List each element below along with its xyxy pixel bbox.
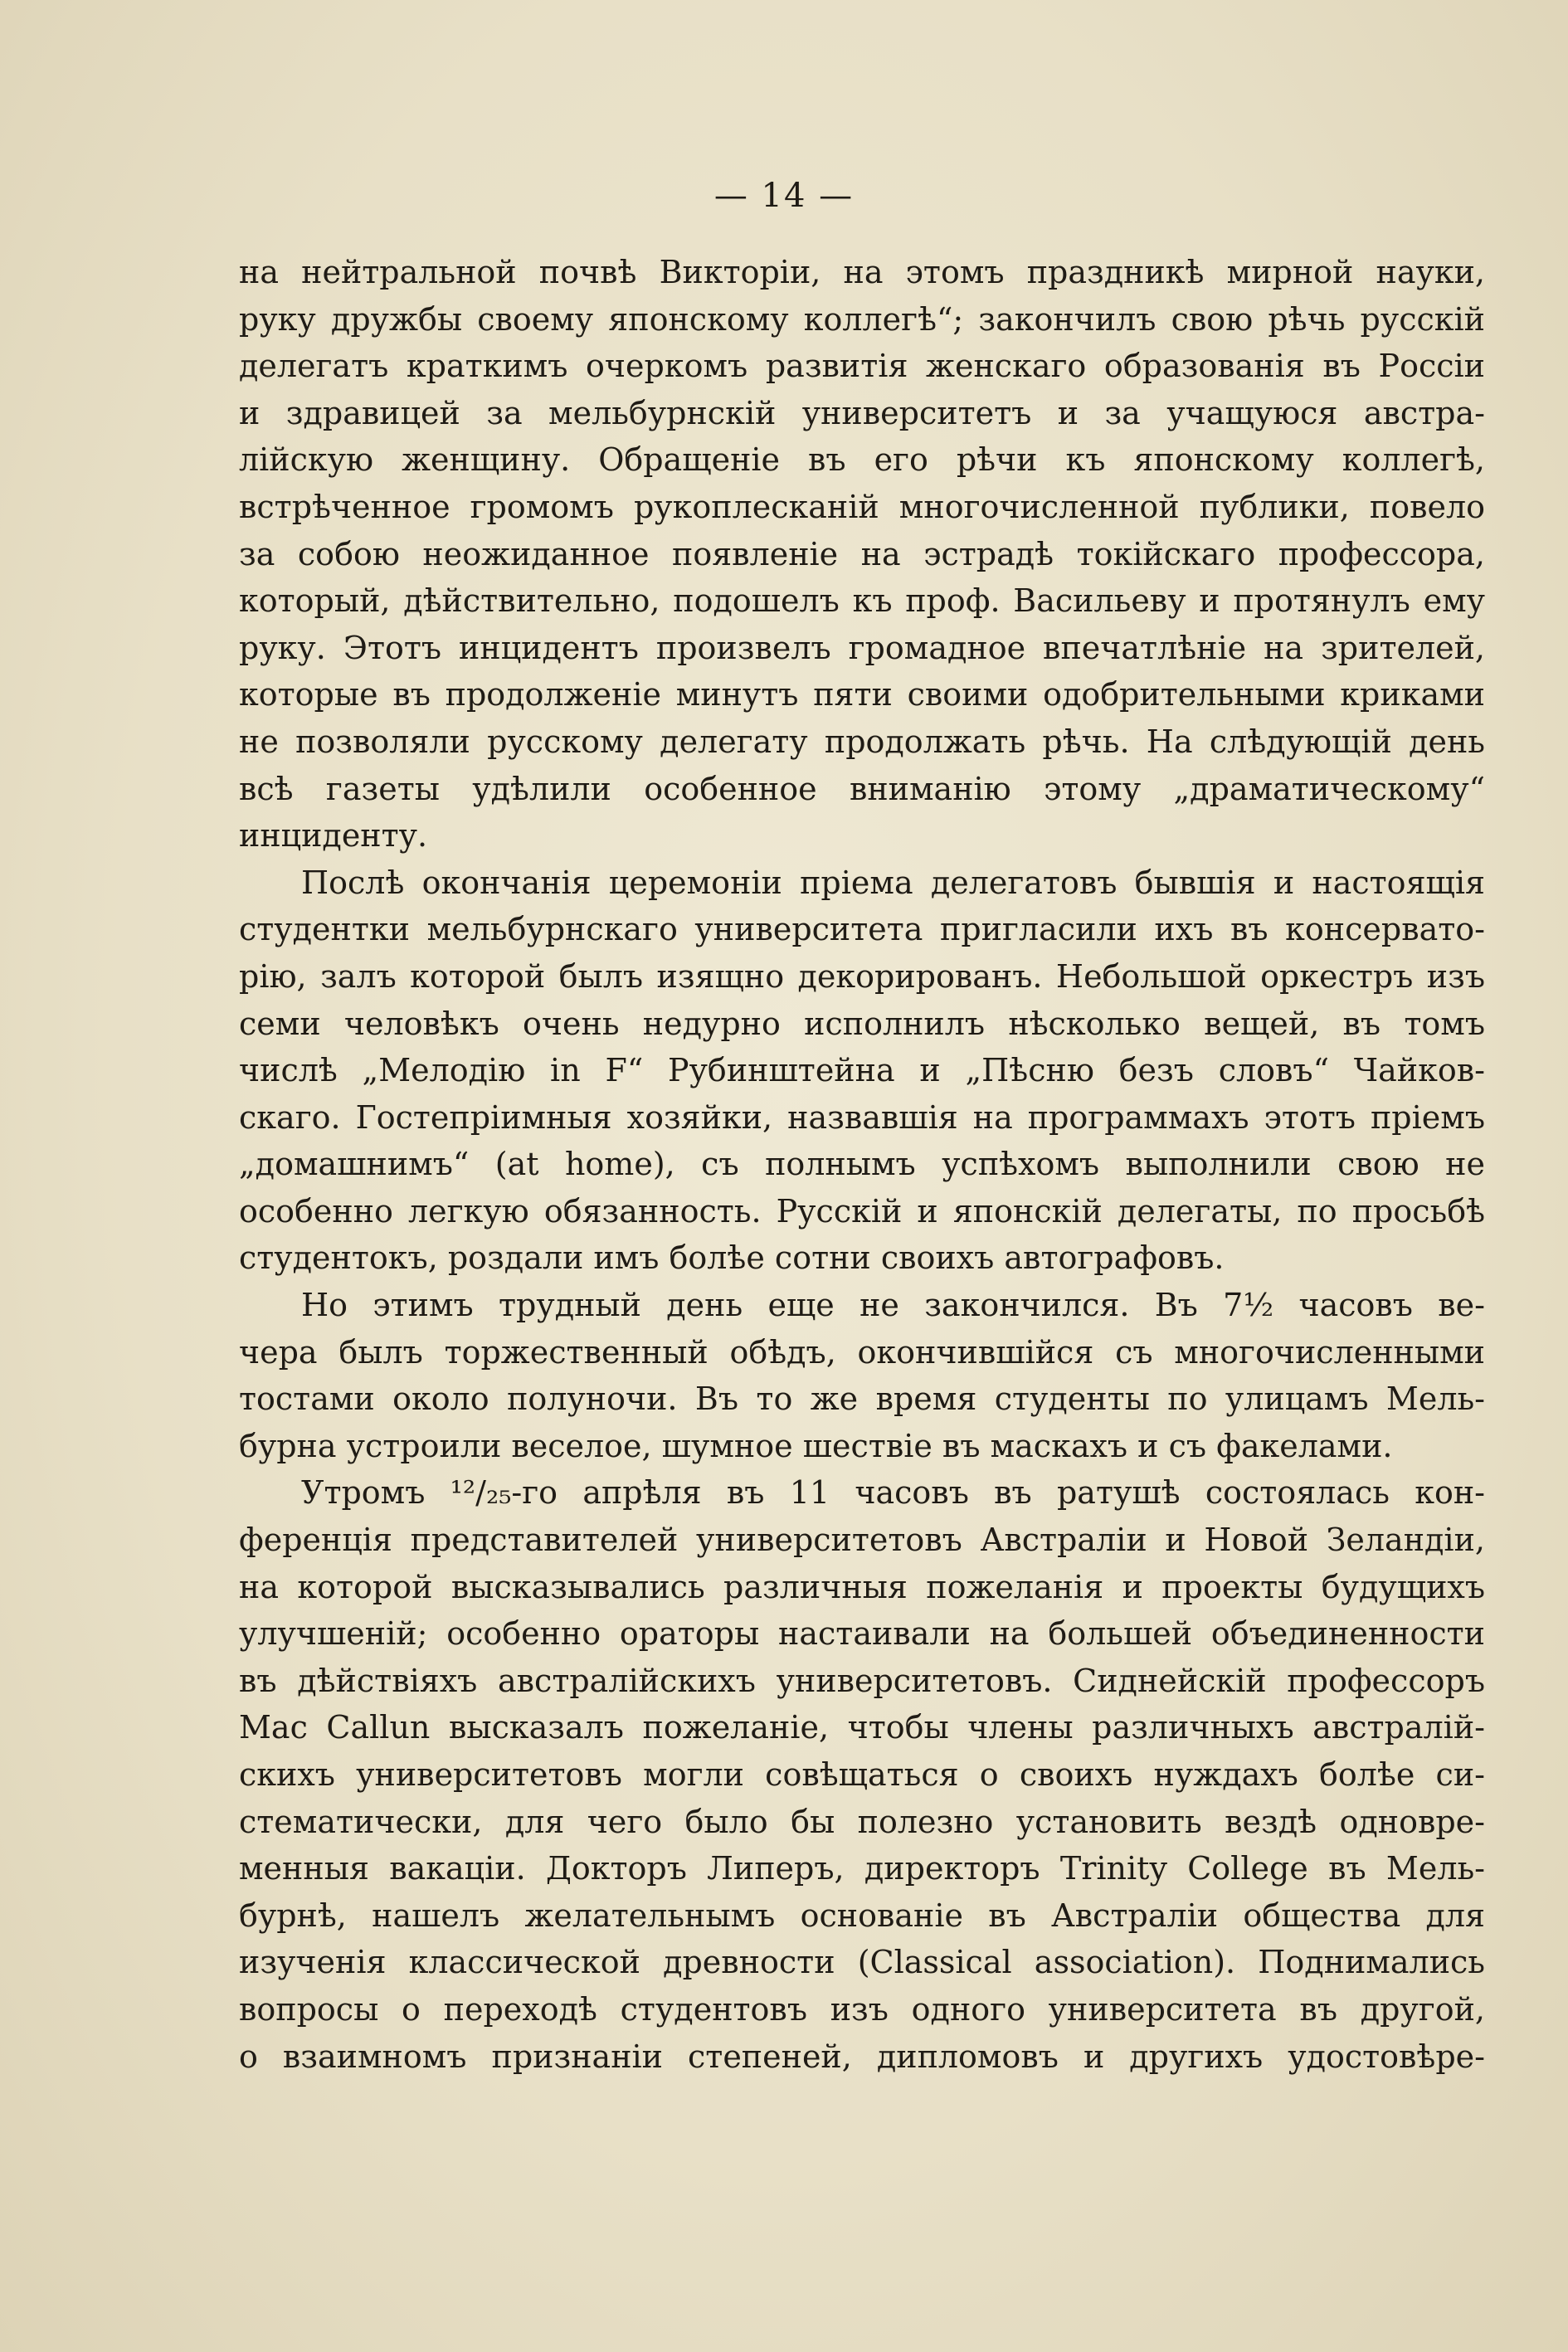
text-line: руку дружбы своему японскому коллегѣ“; закончилъ свою рѣчь русскій — [239, 300, 1485, 338]
text-line: изученія классической древности (Classical association). Поднимались — [239, 1944, 1485, 1981]
text-line: улучшеній; особенно ораторы настаивали на большей объединенности — [239, 1615, 1485, 1653]
text-line: и здравицей за мельбурнскій университетъ и за учащуюся австра- — [239, 394, 1485, 431]
paragraph-2 — [239, 859, 1485, 1282]
text-line: лійскую женщину. Обращеніе въ его рѣчи къ японскому коллегѣ, — [239, 441, 1485, 479]
text-line: скихъ университетовъ могли совѣщаться о своихъ нуждахъ болѣе си- — [239, 1756, 1485, 1793]
text-line: Mac Callun высказалъ пожеланіе, чтобы члены различныхъ австралій- — [239, 1709, 1485, 1746]
text-line: встрѣченное громомъ рукоплесканій многочисленной публики, повело — [239, 488, 1485, 525]
text-line: не позволяли русскому делегату продолжать рѣчь. На слѣдующій день — [239, 723, 1485, 760]
text-line: особенно легкую обязанность. Русскій и японскій делегаты, по просьбѣ — [239, 1192, 1485, 1230]
text-line: рію, залъ которой былъ изящно декорированъ. Небольшой оркестръ изъ — [239, 957, 1485, 995]
text-line: Утромъ ¹²/₂₅-го апрѣля въ 11 часовъ въ ратушѣ состоялась кон- — [301, 1474, 1485, 1512]
body-text — [239, 249, 1485, 2080]
text-line: который, дѣйствительно, подошелъ къ проф. Васильеву и протянулъ ему — [239, 582, 1485, 620]
text-line: руку. Этотъ инцидентъ произвелъ громадное впечатлѣніе на зрителей, — [239, 629, 1485, 666]
text-line: вопросы о переходѣ студентовъ изъ одного университета въ другой, — [239, 1990, 1485, 2028]
text-line: Послѣ окончанія церемоніи пріема делегатовъ бывшія и настоящія — [301, 864, 1485, 901]
text-line: инциденту. — [239, 817, 428, 855]
text-line: менныя вакаціи. Докторъ Липеръ, директоръ Trinity College въ Мель- — [239, 1850, 1485, 1887]
text-line: семи человѣкъ очень недурно исполнилъ нѣсколько вещей, въ томъ — [239, 1005, 1485, 1042]
text-line: студентки мельбурнскаго университета пригласили ихъ въ консервато- — [239, 911, 1485, 948]
text-line: всѣ газеты удѣлили особенное вниманію этому „драматическому“ — [239, 770, 1485, 807]
paragraph-4 — [239, 1469, 1485, 2080]
text-line: скаго. Гостепріимныя хозяйки, назвавшія на программахъ этотъ пріемъ — [239, 1098, 1485, 1136]
text-line: за собою неожиданное появленіе на эстрадѣ токійскаго профессора, — [239, 535, 1485, 572]
text-line: бурна устроили веселое, шумное шествіе въ маскахъ и съ факелами. — [239, 1427, 1393, 1464]
text-line: на которой высказывались различныя пожеланія и проекты будущихъ — [239, 1568, 1485, 1605]
text-line: стематически, для чего было бы полезно установить вездѣ одновре- — [239, 1803, 1485, 1840]
text-line: чера былъ торжественный обѣдъ, окончившійся съ многочисленными — [239, 1333, 1485, 1371]
text-line: студентокъ, роздали имъ болѣе сотни своихъ автографовъ. — [239, 1239, 1225, 1277]
text-line: о взаимномъ признаніи степеней, дипломовъ и другихъ удостовѣре- — [239, 2038, 1485, 2075]
text-line: бурнѣ, нашелъ желательнымъ основаніе въ Австраліи общества для — [239, 1897, 1485, 1934]
text-line: которые въ продолженіе минутъ пяти своими одобрительными криками — [239, 676, 1485, 713]
text-line: тостами около полуночи. Въ то же время студенты по улицамъ Мель- — [239, 1381, 1485, 1418]
text-line: „домашнимъ“ (at home), съ полнымъ успѣхомъ выполнили свою не — [239, 1146, 1485, 1183]
text-line: въ дѣйствіяхъ австралійскихъ университетовъ. Сиднейскій профессоръ — [239, 1662, 1485, 1699]
text-line: Но этимъ трудный день еще не закончился. Въ 7½ часовъ ве- — [301, 1287, 1485, 1324]
text-line: ференція представителей университетовъ Австраліи и Новой Зеландіи, — [239, 1522, 1485, 1559]
paragraph-1 — [239, 249, 1485, 859]
text-line: делегатъ краткимъ очеркомъ развитія женскаго образованія въ Россіи — [239, 348, 1485, 385]
text-line: числѣ „Мелодію in F“ Рубинштейна и „Пѣсню безъ словъ“ Чайков- — [239, 1052, 1485, 1089]
paragraph-3 — [239, 1282, 1485, 1469]
page-number: — 14 — — [713, 177, 855, 215]
text-line: на нейтральной почвѣ Викторіи, на этомъ праздникѣ мирной науки, — [239, 254, 1485, 290]
